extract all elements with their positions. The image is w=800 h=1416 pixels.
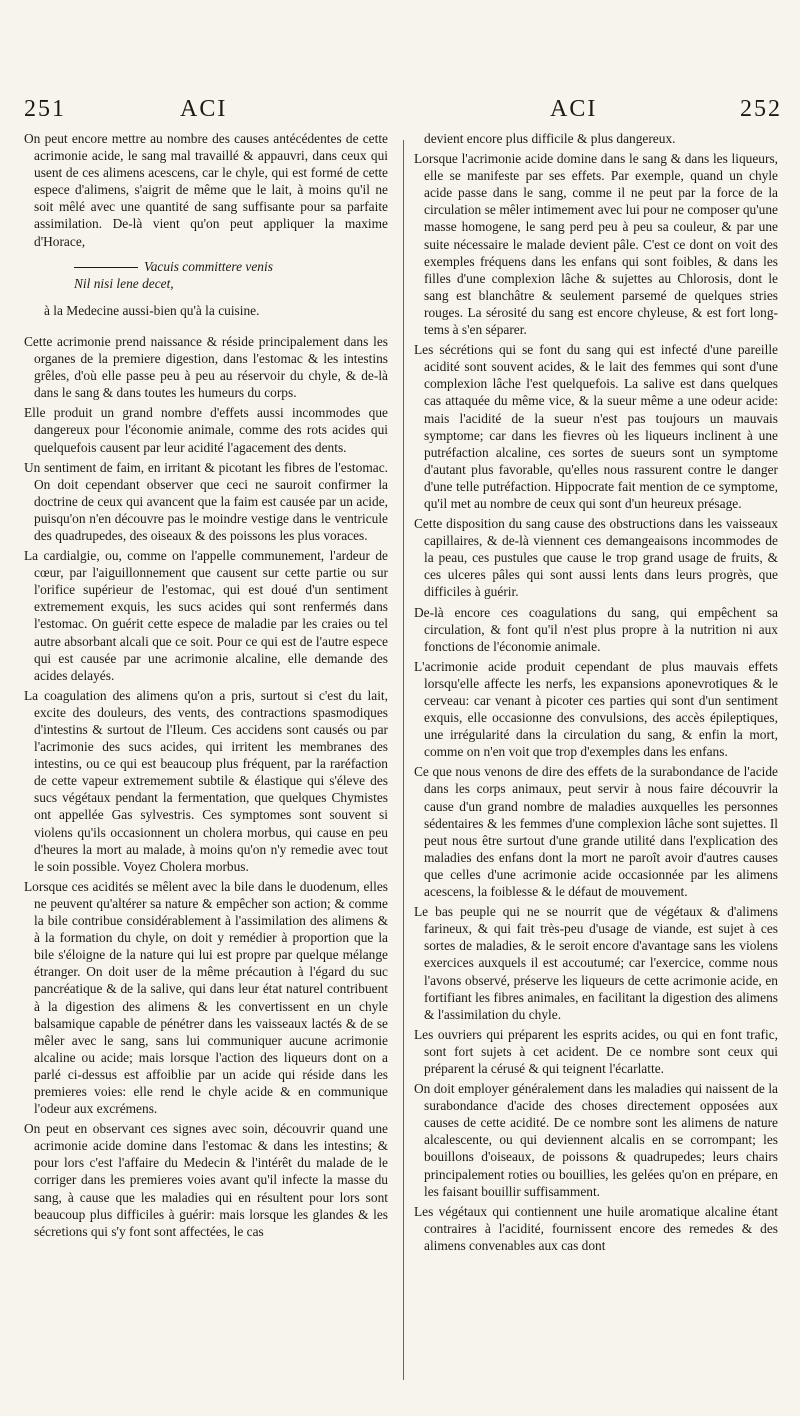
paragraph: La coagulation des alimens qu'on a pris, surtout si c'est du lait, excite des douleurs, des vents, des contractions spasmodiques d'intestins & surtout de l'Ileum. Ces accidens sont causés ou par l'acrimonie des sucs acides, qui irritent les membranes des intestins, ou ce qui est beaucoup plus fréquent, par la raréfaction de cette vapeur extremement subtile & élastique qui s'éleve des sucs végétaux pendant la fermentation, que quelques Chymistes ont appellée Gas sylvestris. Ces symptomes sont souvent si violens qu'ils occasionnent un cholera morbus, qui cause en peu d'heures la mort au malade, à moins qu'on n'y remedie avec tout le soin possible. Voyez Cholera morbus. xyxy=(24,687,388,874)
paragraph: On doit employer généralement dans les maladies qui naissent de la surabondance d'acide des choses directement opposées aux causes de cette acidité. De ce nombre sont les alimens de nature alcalescente, ou qui deviennent alcalis en se corrompant; les bouillons d'oiseaux, de poissons & quadrupedes; leurs chairs principalement roties ou bouillies, les gelées qu'on en prépare, en les faisant bouillir suffisamment. xyxy=(414,1081,778,1199)
quote-text: Vacuis committere venis xyxy=(144,258,273,274)
left-running-head: ACI xyxy=(180,96,228,122)
right-column xyxy=(414,130,778,1257)
paragraph: Ce que nous venons de dire des effets de la surabondance de l'acide dans les corps animaux, peut servir à nous faire découvrir la cause d'un grand nombre de maladies auxquelles les personnes sédentaires & les femmes d'une complexion lâche sont sujettes. Il peut nous être surtout d'une grande utilité dans l'explication des maladies des enfans dont la mort ne paroît avoir d'autres causes que celles d'une acrimonie acide occasionnée par les alimens acescens, la foiblesse & le défaut de mouvement. xyxy=(414,764,778,900)
paragraph: Le bas peuple qui ne se nourrit que de végétaux & d'alimens farineux, & qui fait très-peu d'usage de viande, est sujet à ces sortes de maladies, & le seroit encore d'avantage sans les violens exercices auxquels il est accoutumé; car l'exercice, comme nous l'avons observé, préserve les liqueurs de cette acrimonie acide, en fortifiant les fibres animales, en facilitant la digestion des alimens & l'assimilation du chyle. xyxy=(414,904,778,1022)
left-column xyxy=(24,130,388,1243)
left-page-number: 251 xyxy=(24,96,66,122)
paragraph: De-là encore ces coagulations du sang, qui empêchent sa circulation, & font qu'il n'est plus propre à la nutrition ni aux fonctions de l'économie animale. xyxy=(414,604,778,654)
paragraph: Lorsque ces acidités se mêlent avec la bile dans le duodenum, elles ne peuvent qu'altérer sa nature & empêcher son action; & comme la bile contribue considérablement à l'assimilation des alimens & à la formation du chyle, on doit y remédier à proportion que la bile s'éloigne de la nature qui lui est propre par quelque mélange étranger. On doit user de la même précaution à l'égard du suc pancréatique & de la salive, qui dans leur état naturel contribuent à la digestion des alimens & les convertissent en un chyle balsamique capable de pénétrer dans les vaisseaux lactés & de se mêler avec le sang, sans lui communiquer aucune acrimonie alcaline ou acide; mais lorsque l'action des liqueurs dont on a parlé ci-dessus est affoiblie par un acide qui réside dans les premieres voies: elle rend le chyle acide & en communique l'odeur aux excrémens. xyxy=(24,878,388,1117)
quote-line xyxy=(74,258,388,275)
paragraph: Les sécrétions qui se font du sang qui est infecté d'une pareille acidité sont souvent acides, & le lait des femmes qui sont d'une complexion lâche l'est quelquefois. La salive est dans quelques cas attaquée du même vice, & la sueur même a une odeur acide: mais l'acidité de la sueur n'est pas toujours un mauvais symptome; car dans les fievres où les liqueurs inclinent à une putréfaction alcaline, ces sortes de sueurs sont un symptome d'autant plus favorable, qu'elles nous rassurent contre le danger d'une telle putréfaction. Hippocrate fait mention de ce symptome, qu'il met au nombre de ceux qui sont d'un heureux présage. xyxy=(414,342,778,511)
paragraph: On peut en observant ces signes avec soin, découvrir quand une acrimonie acide domine dans l'estomac & dans les intestins; & pour lors c'est l'affaire du Medecin & l'intérêt du malade de le corriger dans les premieres voies avant qu'il infecte la masse du sang, à cause que les maladies qui en résultent pour lors sont beaucoup plus difficiles à guérir: mais lorsque les glandes & les sécretions qui s'y font sont affectées, le cas xyxy=(24,1121,388,1239)
right-page-number: 252 xyxy=(740,96,782,122)
paragraph: Les ouvriers qui préparent les esprits acides, ou qui en font trafic, sont fort sujets à cet acident. De ce nombre sont ceux qui préparent la cérusé & qui teignent l'écarlatte. xyxy=(414,1026,778,1076)
paragraph: On peut encore mettre au nombre des causes antécédentes de cette acrimonie acide, le sang mal travaillé & appauvri, dans ceux qui usent de ces alimens acescens, car le chyle, qui est formé de cette espece d'alimens, s'aigrit de même que le lait, à moins qu'il ne soit mêlé avec une quantité de sang suffisante pour sa parfaite assimilation. De-là vient qu'on peut appliquer la maxime d'Horace, xyxy=(24,131,388,249)
paragraph: Lorsque l'acrimonie acide domine dans le sang & dans les liqueurs, elle se manifeste par ses effets. Par exemple, quand un chyle acide passe dans le sang, comme il ne peut par la force de la circulation se mêler intimement avec lui pour ne composer qu'une masse homogene, le sang perd peu à peu sa couleur, & par une suite nécessaire le malade devient pâle. C'est ce dont on voit des exemples fréquens dans les enfans qui sont foibles, & dans les filles d'une complexion lâche & sujettes au Chlorosis, dont le sang est blanchâtre & seulement parsemé de quelques stries rouges. La sérosité du sang est encore chyleuse, & est fort long-tems à s'en séparer. xyxy=(414,151,778,338)
paragraph: Les végétaux qui contiennent une huile aromatique alcaline étant contraires à l'acidité, fournissent encore des remedes & des alimens convenables aux cas dont xyxy=(414,1203,778,1253)
paragraph: Un sentiment de faim, en irritant & picotant les fibres de l'estomac. On doit cependant observer que ceci ne sauroit confirmer la doctrine de ceux qui avancent que la faim est causée par un acide, puisqu'on n'en découvre pas le moindre vestige dans le ventricule des quadrupedes, des oiseaux & des poissons les plus voraces. xyxy=(24,459,388,543)
right-running-head: ACI xyxy=(550,96,598,122)
quote-rule xyxy=(74,267,138,268)
paragraph: La cardialgie, ou, comme on l'appelle communement, l'ardeur de cœur, par l'aiguillonnement que causent sur cette partie ou sur l'orifice supérieur de l'estomac, qui est doué d'un sentiment extremement exquis, les sucs acides qui sont renfermés dans l'estomac. On guérit cette espece de maladie par les craies ou tel autre absorbant alcali que ce soit. Pour ce qui est de l'autre espece qui est causée par une acrimonie alcaline, elle demande des acides delayés. xyxy=(24,548,388,683)
paragraph: L'acrimonie acide produit cependant de plus mauvais effets lorsqu'elle affecte les nerfs, les expansions aponevrotiques & le cerveau: car venant à picoter ces parties qui sont d'un sentiment exquis, elle occasionne des convulsions, des accès épileptiques, une irrégularité dans la circulation du sang, & enfin la mort, comme on n'en voit que trop d'exemples dans les enfans. xyxy=(414,658,778,760)
quote-line: Nil nisi lene decet, xyxy=(74,275,174,291)
horace-quote xyxy=(24,258,388,292)
paragraph: Cette disposition du sang cause des obstructions dans les vaisseaux capillaires, & de-là viennent ces demangeaisons incommodes de la peau, ces pustules que cause le trop grand usage de fruits, & ces ulceres pâles qui sont aussi lents dans leurs progrès, que difficiles à guérir. xyxy=(414,516,778,600)
paragraph: Elle produit un grand nombre d'effets aussi incommodes que dangereux pour l'économie animale, comme des rots acides qui quelquefois causent par leur acidité l'agacement des dents. xyxy=(24,405,388,455)
column-divider xyxy=(403,140,404,1380)
paragraph-tail: à la Medecine aussi-bien qu'à la cuisine. xyxy=(44,302,260,318)
paragraph-continuation: devient encore plus difficile & plus dangereux. xyxy=(424,131,676,146)
paragraph: Cette acrimonie prend naissance & réside principalement dans les organes de la premiere digestion, dans l'estomac & les intestins grêles, d'où elle passe peu à peu au réservoir du chyle, & de-là dans le sang & dans toutes les humeurs du corps. xyxy=(24,333,388,401)
